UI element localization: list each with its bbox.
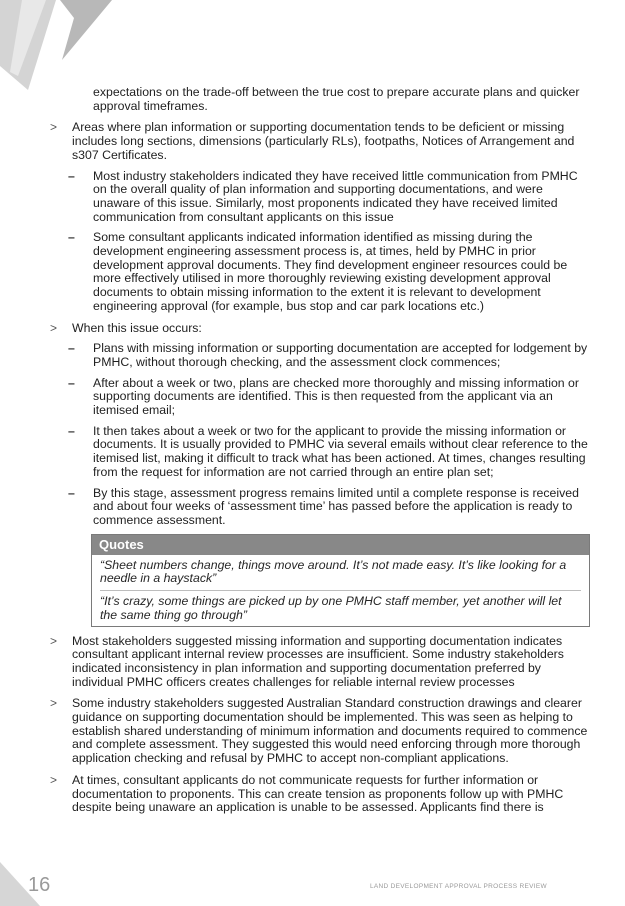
bullet-communication — [50, 774, 590, 815]
sub-bullet-text: Most industry stakeholders indicated they have received little communication from PMHC on the overall quality of plan information and supporting documentations, and were unaware of this issue. Similarly, most proponents indicated they have received limited communication from consultant applicants on this issue — [93, 168, 578, 224]
sub-bullet — [50, 377, 590, 418]
bullet-missing-documentation — [50, 121, 590, 162]
page-number: 16 — [28, 874, 51, 896]
bullet-marker: > — [50, 320, 58, 335]
bullet-when-issue-occurs — [50, 322, 590, 336]
sub-bullet-text: Plans with missing information or supporting documentation are accepted for lodgement by PMHC, without thorough checking, and the assessment clock commences; — [93, 341, 588, 369]
sub-bullet — [50, 170, 590, 225]
quotes-box — [91, 534, 590, 627]
quote-item: “It’s crazy, some things are picked up by one PMHC staff member, yet another will let the same thing go through” — [100, 590, 581, 622]
sub-bullet — [50, 425, 590, 480]
bullet-text: When this issue occurs: — [72, 320, 202, 335]
sub-bullet-text: After about a week or two, plans are checked more thoroughly and missing information or supporting documents are identified. This is then requested from the applicant via an itemised email; — [93, 375, 579, 418]
bullet-text: At times, consultant applicants do not communicate requests for further information or documentation to proponents. This can create tension as proponents follow up with PMHC despite being unaware an application is unable to be assessed. Applicants find there is — [72, 772, 564, 815]
sub-bullet-marker: – — [68, 341, 75, 356]
sub-bullet — [50, 342, 590, 369]
bullet-internal-review — [50, 635, 590, 690]
footer-document-title: LAND DEVELOPMENT APPROVAL PROCESS REVIEW — [370, 883, 547, 890]
quote-item: “Sheet numbers change, things move around. It’s not made easy. It’s like looking for a needle in a haystack” — [100, 557, 567, 586]
sub-bullet — [50, 487, 590, 528]
sub-bullet — [50, 231, 590, 313]
bullet-australian-standard — [50, 697, 590, 766]
sub-bullet-text: It then takes about a week or two for the applicant to provide the missing information or documents. It is usually provided to PMHC via several emails without clear reference to the itemised list, making it difficult to track what has been actioned. At times, changes resulting from the request for information are not carried through an entire plan set; — [93, 423, 588, 479]
sub-bullet-marker: – — [68, 423, 75, 438]
document-body — [50, 86, 590, 815]
bullet-marker: > — [50, 696, 58, 711]
bullet-marker: > — [50, 120, 58, 135]
sub-bullet-marker: – — [68, 168, 75, 183]
bullet-text: Most stakeholders suggested missing information and supporting documentation indicates consultant applicant internal review processes are insufficient. Some industry stakeholders indicated inconsistency in plan information and supporting documentation preferred by individual PMHC officers creates challenges for reliable internal review processes — [72, 633, 564, 689]
bullet-marker: > — [50, 633, 58, 648]
sub-bullet-text: By this stage, assessment progress remains limited until a complete response is received and about four weeks of ‘assessment time’ has passed before the application is ready to commence assessment. — [93, 485, 579, 527]
corner-decoration-graphic — [0, 0, 112, 90]
bullet-marker: > — [50, 772, 58, 787]
sub-bullet-marker: – — [68, 230, 75, 245]
intro-paragraph: expectations on the trade-off between the true cost to prepare accurate plans and quicker approval timeframes. — [93, 85, 580, 113]
sub-bullet-marker: – — [68, 485, 75, 500]
bullet-text: Areas where plan information or supporting documentation tends to be deficient or missing includes long sections, dimensions (particularly RLs), footpaths, Notices of Arrangement and s307 Certificates. — [72, 120, 575, 162]
bullet-text: Some industry stakeholders suggested Australian Standard construction drawings and clearer guidance on supporting documentation should be implemented. This was seen as helping to establish shared understanding of minimum information and documents required to commence and complete assessment. They suggested this would need enforcing through more thorough application checking and refusal by PMHC to accept non-compliant applications. — [72, 696, 588, 766]
quotes-body — [92, 555, 589, 626]
sub-bullet-marker: – — [68, 375, 75, 390]
quotes-title: Quotes — [92, 535, 589, 555]
sub-bullet-text: Some consultant applicants indicated information identified as missing during the development engineering assessment process is, at times, held by PMHC in prior development approval documents. They find development engineer resources could be more effectively utilised in more thoroughly reviewing existing development approval documents to obtain missing information to the extent it is relevant to development engineering approval (for example, bus stop and car park locations etc.) — [93, 230, 568, 313]
